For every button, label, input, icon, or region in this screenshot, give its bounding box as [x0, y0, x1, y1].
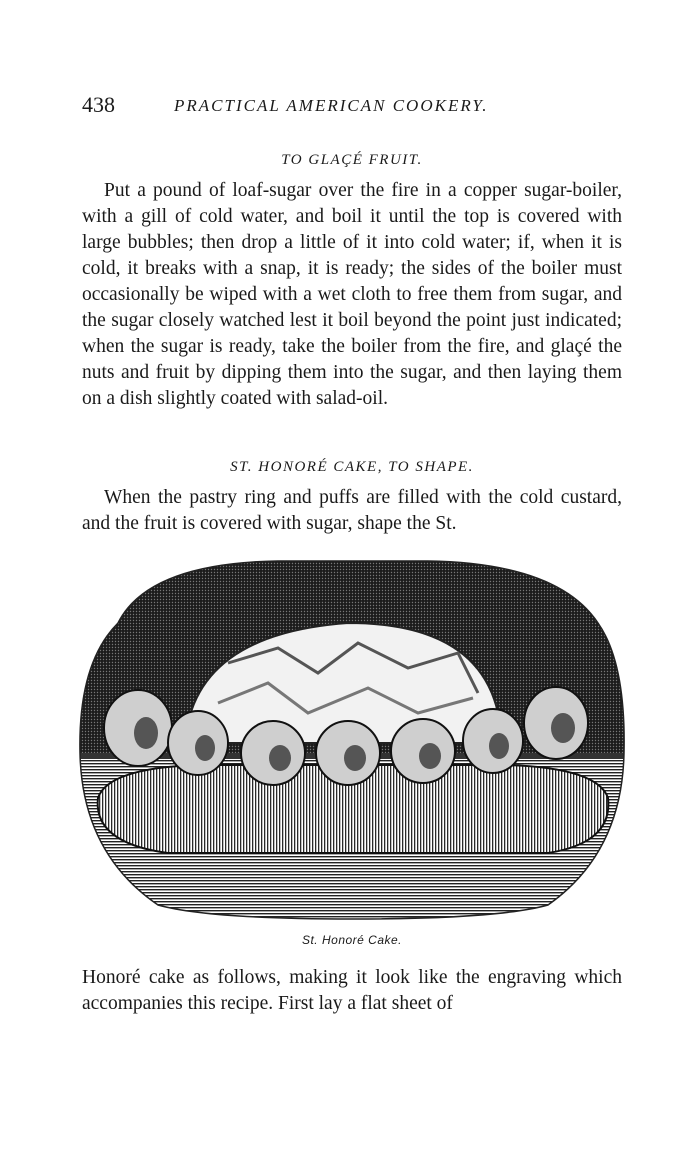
page-number: 438: [82, 92, 115, 117]
section-title-st-honore: ST. HONORÉ CAKE, TO SHAPE.: [230, 459, 474, 475]
section-title-glace-fruit: TO GLAÇÉ FRUIT.: [281, 152, 423, 168]
engraving-illustration: [78, 553, 626, 923]
figure-caption: St. Honoré Cake.: [301, 933, 403, 947]
running-title: PRACTICAL AMERICAN COOKERY.: [174, 96, 489, 115]
paragraph-continuation: Honoré cake as follows, making it look like the engraving which accompanies this recipe. First lay a flat sheet of: [82, 967, 622, 1014]
st-honore-cake-engraving: [78, 553, 626, 923]
paragraph-glace-fruit: Put a pound of loaf-sugar over the fire in a copper sugar-boiler, with a gill of cold water, and boil it until the top is covered with large bubbles; then drop a little of it into cold water; if, when it is cold, it breaks with a snap, it is ready; the sides of the boiler must occasionally be wiped with a wet cloth to free them from sugar, and the sugar closely watched lest it boil beyond the point just indicated; when the sugar is ready, take the boiler from the fire, and glaçé the nuts and fruit by dipping them into the sugar, and then laying them on a dish slightly coated with salad-oil.: [82, 180, 622, 409]
paragraph-st-honore: When the pastry ring and puffs are filled with the cold custard, and the fruit is covered with sugar, shape the St.: [82, 487, 622, 534]
